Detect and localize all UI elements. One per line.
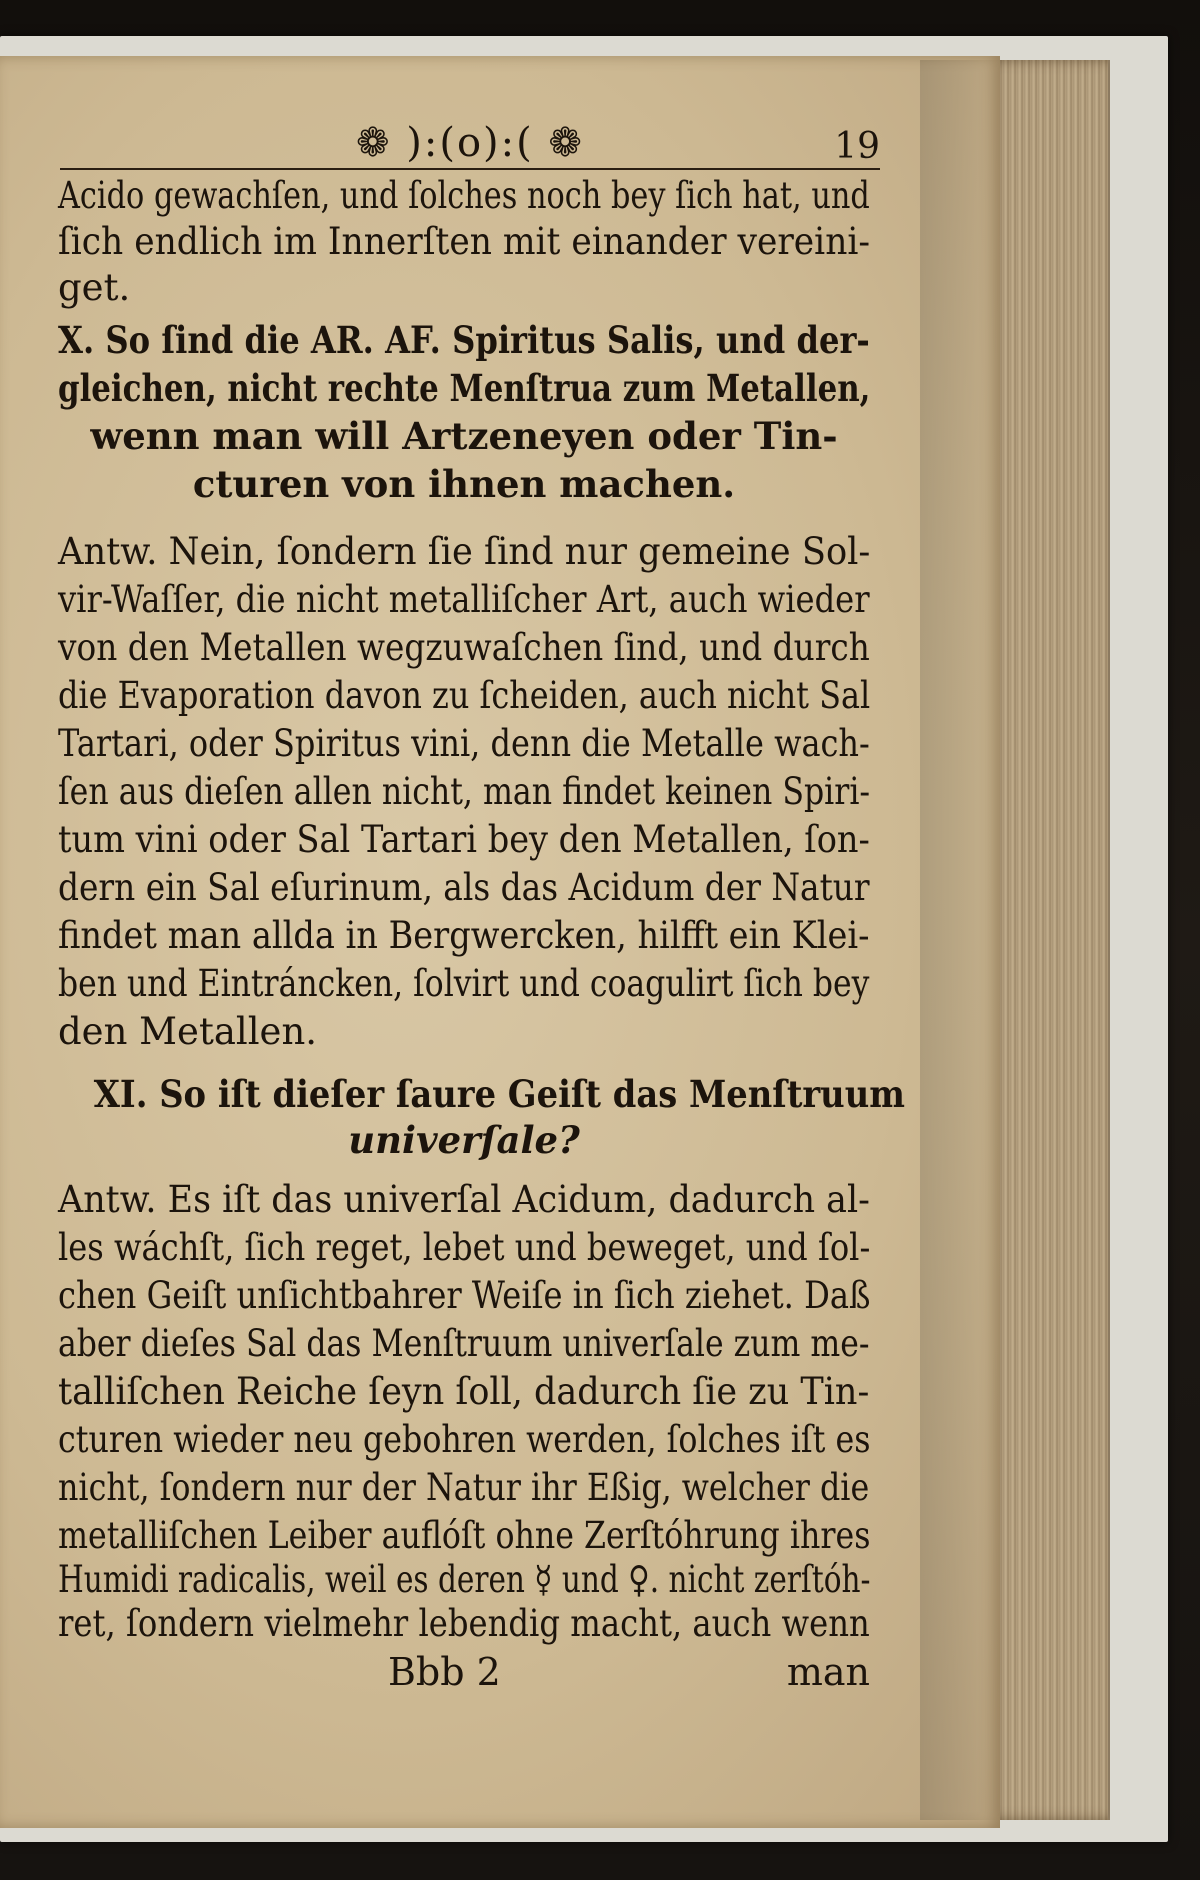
text-line: get. — [58, 266, 131, 309]
answer-line: metalliſchen Leiber auflóſt ohne Zerſtóhrung ihres — [58, 1514, 871, 1557]
catchword: man — [786, 1650, 870, 1694]
answer-line: Antw. Es iſt das univerſal Acidum, dadurch al- — [58, 1178, 870, 1221]
gutter-shadow — [920, 60, 1010, 1820]
answer-line: ſen aus dieſen allen nicht, man findet keinen Spiri- — [58, 770, 871, 813]
answer-line: findet man allda in Bergwercken, hilfft ein Klei- — [58, 914, 870, 957]
head-rule — [60, 168, 880, 170]
answer-line: von den Metallen wegzuwaſchen ſind, und durch — [58, 626, 870, 669]
answer-line: chen Geiſt unſichtbahrer Weiſe in ſich ziehet. Daß — [58, 1274, 871, 1317]
answer-line: tum vini oder Sal Tartari bey den Metallen, ſon- — [58, 818, 870, 861]
folio-ornament: ❁ ):(o):( ❁ — [356, 120, 584, 166]
page-number: 19 — [834, 126, 880, 167]
answer-line: aber dieſes Sal das Menſtruum univerſale zum me- — [58, 1322, 870, 1365]
answer-line: vir-Waſſer, die nicht metalliſcher Art, auch wieder — [58, 578, 870, 621]
answer-line: ben und Eintráncken, ſolvirt und coagulirt ſich bey — [58, 962, 870, 1005]
signature-mark: Bbb 2 — [388, 1650, 501, 1694]
answer-line: les wáchſt, ſich reget, lebet und beweget, und ſol- — [58, 1226, 871, 1269]
answer-line: talliſchen Reiche ſeyn ſoll, dadurch ſie zu Tin- — [58, 1370, 870, 1413]
question-xi-line: XI. So iſt dieſer ſaure Geiſt das Menſtruum — [93, 1072, 905, 1116]
page-footer — [58, 1650, 870, 1698]
answer-line: Antw. Nein, ſondern ſie ſind nur gemeine Sol- — [58, 530, 871, 573]
answer-line: ret, ſondern vielmehr lebendig macht, auch wenn — [58, 1602, 870, 1645]
text-line: Acido gewachſen, und ſolches noch bey ſich hat, und — [58, 174, 870, 217]
answer-line: nicht, ſondern nur der Natur ihr Eßig, welcher die — [58, 1466, 870, 1509]
question-x-line: X. So ſind die AR. AF. Spiritus Salis, und der- — [58, 318, 870, 362]
answer-line: Tartari, oder Spiritus vini, denn die Metalle wach- — [58, 722, 870, 765]
question-x-line: gleichen, nicht rechte Menſtrua zum Metallen, — [58, 366, 871, 410]
running-head — [60, 118, 880, 172]
answer-line: den Metallen. — [58, 1010, 318, 1053]
question-xi-line: univerſale? — [348, 1118, 580, 1162]
question-x-line: cturen von ihnen machen. — [192, 462, 736, 506]
text-line: ſich endlich im Innerſten mit einander vereini- — [58, 220, 871, 263]
answer-line: dern ein Sal eſurinum, als das Acidum der Natur — [58, 866, 870, 909]
question-x-line: wenn man will Artzeneyen oder Tin- — [90, 414, 838, 458]
answer-line: Humidi radicalis, weil es deren ☿ und ♀. nicht zerſtóh- — [58, 1558, 871, 1601]
answer-line: die Evaporation davon zu ſcheiden, auch nicht Sal — [58, 674, 871, 717]
answer-line: cturen wieder neu gebohren werden, ſolches iſt es — [58, 1418, 871, 1461]
